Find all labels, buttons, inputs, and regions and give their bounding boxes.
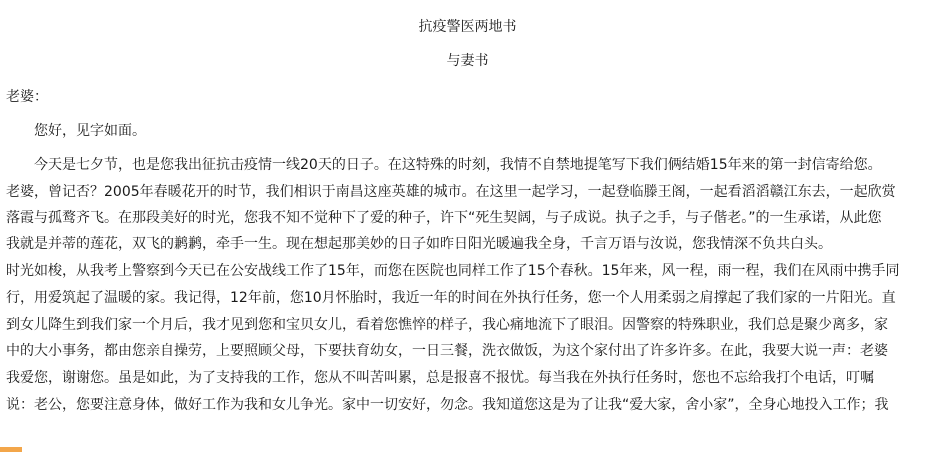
paragraph-line: 时光如梭，从我考上警察到今天已在公安战线工作了15年，而您在医院也同样工作了15个春秋。15年来，风一程，雨一程，我们在风雨中携手同 [6,263,900,279]
paragraph-line: 老婆，曾记否？2005年春暖花开的时节，我们相识于南昌这座英雄的城市。在这里一起学习，一起登临滕王阁，一起看滔滔赣江东去，一起欣赏 [6,184,896,200]
paragraph-line: 中的大小事务，都由您亲自操劳，上要照顾父母，下要扶育幼女，一日三餐，洗衣做饭，为这个家付出了许多许多。在此，我要大说一声：老婆 [6,343,888,359]
document-title: 抗疫警医两地书 [418,19,517,35]
paragraph-line: 我就是并蒂的莲花，双飞的鹣鹣，牵手一生。现在想起那美妙的日子如昨日阳光暖遍我全身，千言万语与汝说，您我情深不负共白头。 [6,236,832,252]
greeting-line: 您好，见字如面。 [34,123,146,139]
paragraph-line: 落霞与孤鹜齐飞。在那段美好的时光，您我不知不觉种下了爱的种子，许下“死生契阔，与子成说。执子之手，与子偕老。”的一生承诺，从此您 [6,210,882,226]
accent-bar [0,447,22,452]
paragraph-line: 到女儿降生到我们家一个月后，我才见到您和宝贝女儿，看着您憔悴的样子，我心痛地流下了眼泪。因警察的特殊职业，我们总是聚少离多，家 [6,317,888,333]
paragraph-line: 说：老公，您要注意身体，做好工作为我和女儿争光。家中一切安好，勿念。我知道您这是为了让我“爱大家，舍小家”，全身心地投入工作；我 [6,397,889,413]
letter-subtitle: 与妻书 [446,53,489,69]
paragraph-line: 今天是七夕节，也是您我出征抗击疫情一线20天的日子。在这特殊的时刻，我情不自禁地提笔写下我们俩结婚15年来的第一封信寄给您。 [34,157,882,173]
paragraph-line: 我爱您，谢谢您。虽是如此，为了支持我的工作，您从不叫苦叫累，总是报喜不报忧。每当我在外执行任务时，您也不忘给我打个电话，叮嘱 [6,370,874,386]
salutation: 老婆： [6,89,48,105]
paragraph-line: 行，用爱筑起了温暖的家。我记得，12年前，您10月怀胎时，我近一年的时间在外执行任务，您一个人用柔弱之肩撑起了我们家的一片阳光。直 [6,290,896,306]
